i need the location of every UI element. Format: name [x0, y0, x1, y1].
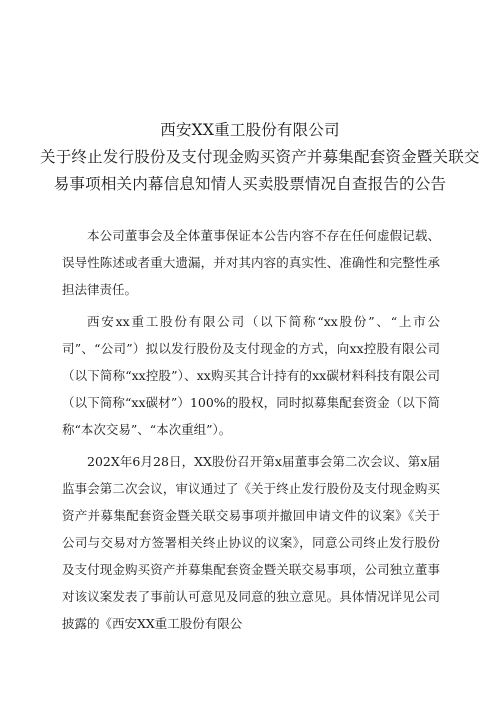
title-line-2: 关于终止发行股份及支付现金购买资产并募集配套资金暨关联交 — [40, 148, 480, 166]
announcement-body — [62, 222, 440, 642]
title-line-3: 易事项相关内幕信息知情人买卖股票情况自查报告的公告 — [53, 175, 447, 193]
company-name-title: 西安XX重工股份有限公司 — [160, 121, 340, 139]
board-guarantee-paragraph: 本公司董事会及全体董事保证本公告内容不存在任何虚假记载、误导性陈述或者重大遗漏，并对其内容的真实性、准确性和完整性承担法律责任。 — [62, 228, 440, 297]
meeting-resolution-paragraph: 202X年6月28日，XX股份召开第x届董事会第二次会议、第x届监事会第二次会议，审议通过了《关于终止发行股份及支付现金购买资产并募集配套资金暨关联交易事项并撤回申请文件的议案》《关于公司与交易对方签署相关终止协议的议案》，同意公司终止发行股份及支付现金购买资产并募集配套资金暨关联交易事项，公司独立董事对该议案发表了事前认可意见及同意的独立意见。具体情况详见公司披露的《西安XX重工股份有限公 — [62, 454, 440, 631]
transaction-description-paragraph: 西安xx重工股份有限公司（以下简称“xx股份”、“上市公司”、“公司”）拟以发行股份及支付现金的方式，向xx控股有限公司（以下简称“xx控股”）、xx购买其合计持有的xx碳材料科技有限公司（以下简称“xx碳材”）100%的股权，同时拟募集配套资金（以下简称“本次交易”、“本次重组”）。 — [62, 314, 440, 437]
announcement-title — [40, 117, 480, 198]
